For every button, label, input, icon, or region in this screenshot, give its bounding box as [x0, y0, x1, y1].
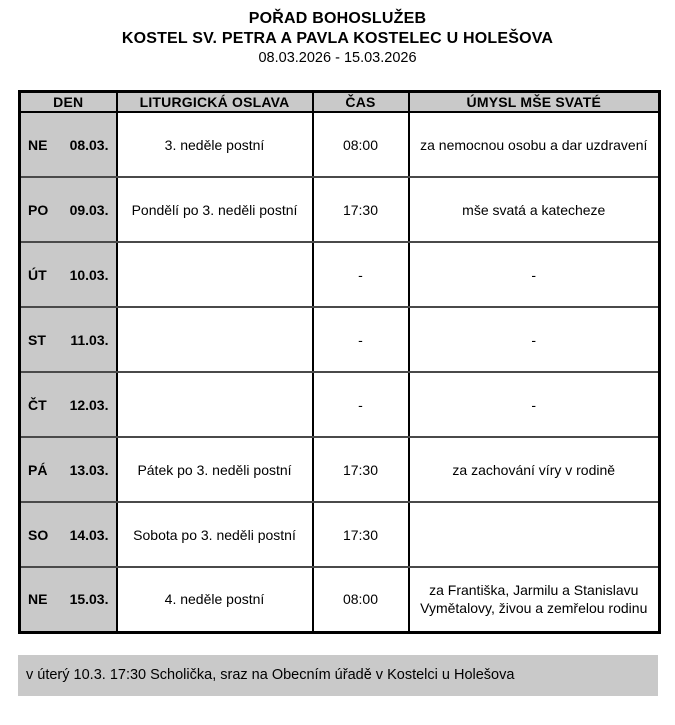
intention-cell: za nemocnou osobu a dar uzdravení — [409, 112, 660, 177]
day-cell — [20, 567, 117, 632]
time-cell: 08:00 — [313, 112, 409, 177]
column-header-umysl-mse-svate: ÚMYSL MŠE SVATÉ — [409, 92, 660, 113]
day-date: 12.03. — [69, 396, 109, 413]
column-header-cas: ČAS — [313, 92, 409, 113]
day-abbrev: ČT — [28, 396, 47, 413]
day-abbrev: PO — [28, 201, 49, 218]
page-title: POŘAD BOHOSLUŽEB — [248, 10, 427, 27]
intention-cell: - — [409, 372, 660, 437]
schedule-table — [18, 90, 661, 634]
day-cell — [20, 177, 117, 242]
time-cell: 08:00 — [313, 567, 409, 632]
day-abbrev: NE — [28, 591, 48, 608]
day-abbrev: ÚT — [28, 266, 47, 283]
date-range: 08.03.2026 - 15.03.2026 — [258, 50, 417, 66]
time-cell: 17:30 — [313, 502, 409, 567]
time-cell: - — [313, 242, 409, 307]
footer-note-text: v úterý 10.3. 17:30 Scholička, sraz na Obecním úřadě v Kostelci u Holešova — [26, 667, 515, 683]
time-cell: - — [313, 372, 409, 437]
table-row — [20, 437, 660, 502]
day-abbrev: PÁ — [28, 461, 48, 478]
day-date: 10.03. — [69, 266, 109, 283]
table-row — [20, 307, 660, 372]
column-header-den: DEN — [20, 92, 117, 113]
day-cell — [20, 242, 117, 307]
celebration-cell: Pondělí po 3. neděli postní — [117, 177, 313, 242]
table-row — [20, 502, 660, 567]
table-row — [20, 112, 660, 177]
table-header-row — [20, 92, 660, 113]
church-name: KOSTEL SV. PETRA A PAVLA KOSTELEC U HOLEŠOVA — [121, 30, 554, 47]
celebration-cell — [117, 307, 313, 372]
day-cell — [20, 502, 117, 567]
table-row — [20, 372, 660, 437]
day-abbrev: NE — [28, 136, 48, 153]
celebration-cell — [117, 372, 313, 437]
day-cell — [20, 437, 117, 502]
intention-cell: za Františka, Jarmilu a Stanislavu Vymětalovy, živou a zemřelou rodinu — [409, 567, 660, 632]
day-cell — [20, 112, 117, 177]
intention-cell — [409, 502, 660, 567]
day-date: 11.03. — [70, 331, 109, 348]
day-date: 08.03. — [69, 136, 109, 153]
day-date: 14.03. — [69, 526, 109, 543]
time-cell: - — [313, 307, 409, 372]
intention-cell: za zachování víry v rodině — [409, 437, 660, 502]
footer-note — [18, 655, 658, 696]
column-header-liturgicka-oslava: LITURGICKÁ OSLAVA — [117, 92, 313, 113]
celebration-cell: 3. neděle postní — [117, 112, 313, 177]
celebration-cell: Sobota po 3. neděli postní — [117, 502, 313, 567]
table-row — [20, 242, 660, 307]
intention-cell: - — [409, 242, 660, 307]
day-cell — [20, 307, 117, 372]
day-date: 09.03. — [69, 201, 109, 218]
day-abbrev: ST — [28, 331, 46, 348]
celebration-cell — [117, 242, 313, 307]
day-date: 13.03. — [69, 461, 109, 478]
intention-cell: mše svatá a katecheze — [409, 177, 660, 242]
table-row — [20, 567, 660, 632]
day-abbrev: SO — [28, 526, 49, 543]
day-cell — [20, 372, 117, 437]
day-date: 15.03. — [69, 591, 109, 608]
time-cell: 17:30 — [313, 177, 409, 242]
intention-cell: - — [409, 307, 660, 372]
celebration-cell: Pátek po 3. neděli postní — [117, 437, 313, 502]
time-cell: 17:30 — [313, 437, 409, 502]
celebration-cell: 4. neděle postní — [117, 567, 313, 632]
table-row — [20, 177, 660, 242]
document-header — [0, 0, 675, 68]
